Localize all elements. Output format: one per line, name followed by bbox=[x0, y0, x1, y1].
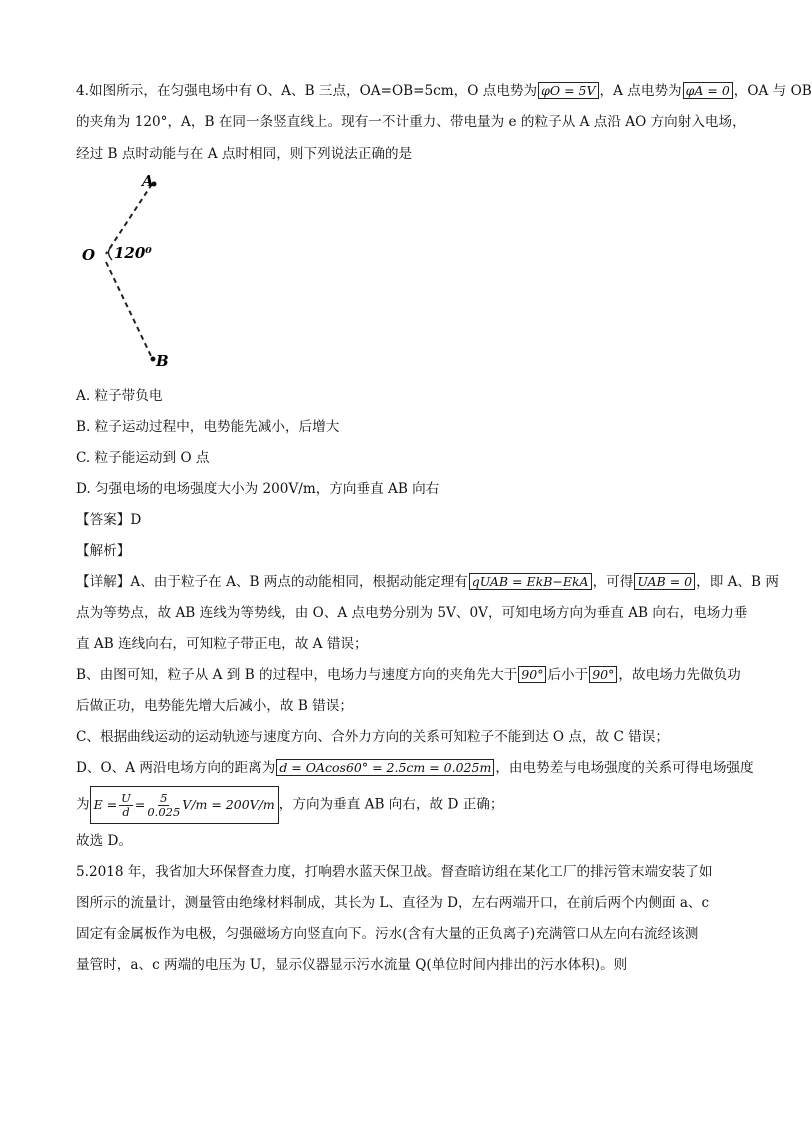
formula-part: V/m = 200V/m bbox=[182, 797, 275, 812]
option-a: A. 粒子带负电 bbox=[76, 388, 163, 404]
detail-text: D、O、A 两沿电场方向的距离为 bbox=[76, 760, 276, 776]
phi-o-formula: φO = 5V bbox=[538, 82, 598, 99]
fraction-5-over-0025 bbox=[147, 792, 180, 819]
q4-text: ，OA 与 OB bbox=[733, 83, 812, 99]
detail-text: ，由电势差与电场强度的关系可得电场强度 bbox=[495, 760, 754, 776]
detail-text: B、由图可知，粒子从 A 到 B 的过程中，电场力与速度方向的夹角先大于 bbox=[76, 667, 518, 683]
numerator: 5 bbox=[160, 790, 168, 805]
q4-text: 4.如图所示，在匀强电场中有 O、A、B 三点，OA=OB=5cm，O 点电势为 bbox=[76, 83, 538, 99]
angle-90-formula: 90° bbox=[589, 666, 617, 683]
label-b: B bbox=[156, 352, 169, 370]
choose-line: 故选 D。 bbox=[76, 833, 133, 849]
q5-line-4: 量管时，a、c 两端的电压为 U，显示仪器显示污水流量 Q(单位时间内排出的污水体积)。则 bbox=[76, 957, 628, 973]
detail-text: ，故电场力先做负功 bbox=[618, 667, 741, 683]
angle-label: 120⁰ bbox=[114, 244, 152, 262]
angle-arc bbox=[109, 246, 113, 260]
formula-part: = bbox=[134, 797, 146, 812]
detail-line-6: C、根据曲线运动的运动轨迹与速度方向、合外力方向的关系可知粒子不能到达 O 点，故 C 错误； bbox=[76, 729, 669, 745]
ob-dashed-line bbox=[106, 262, 152, 358]
answer: 【答案】D bbox=[76, 512, 142, 528]
detail-line-8 bbox=[76, 786, 503, 824]
phi-a-formula: φA = 0 bbox=[683, 82, 733, 99]
q4-line-2: 的夹角为 120°，A，B 在同一条竖直线上。现有一不计重力、带电量为 e 的粒子从 A 点沿 AO 方向射入电场， bbox=[76, 114, 746, 130]
q5-line-3: 固定有金属板作为电极，匀强磁场方向竖直向下。污水(含有大量的正负离子)充满管口从左向右流经该测 bbox=[76, 926, 699, 942]
detail-text: 为 bbox=[76, 796, 90, 813]
denominator: 0.025 bbox=[147, 804, 181, 819]
option-c: C. 粒子能运动到 O 点 bbox=[76, 450, 210, 466]
detail-line-3: 直 AB 连线向右，可知粒子带正电，故 A 错误； bbox=[76, 636, 368, 652]
q4-line-1 bbox=[76, 82, 812, 100]
q5-line-1: 5.2018 年，我省加大环保督查力度，打响碧水蓝天保卫战。督查暗访组在某化工厂的排污管末端安装了如 bbox=[76, 864, 713, 880]
label-o: O bbox=[82, 246, 96, 264]
distance-formula: d = OAcos60° = 2.5cm = 0.025m bbox=[276, 759, 494, 776]
q4-text: ，A 点电势为 bbox=[599, 83, 682, 99]
detail-line-4 bbox=[76, 666, 741, 684]
option-d: D. 匀强电场的电场强度大小为 200V/m，方向垂直 AB 向右 bbox=[76, 481, 440, 497]
detail-text: 【详解】A、由于粒子在 A、B 两点的动能相同，根据动能定理有 bbox=[76, 574, 468, 590]
detail-text: ，方向为垂直 AB 向右，故 D 正确； bbox=[278, 796, 504, 813]
energy-theorem-formula: qUAB = EkB−EkA bbox=[469, 573, 592, 590]
detail-line-5: 后做正功，电势能先增大后减小，故 B 错误； bbox=[76, 698, 353, 714]
label-a: A bbox=[142, 172, 154, 190]
angle-90-formula: 90° bbox=[518, 666, 546, 683]
detail-text: ，可得 bbox=[592, 574, 634, 590]
detail-line-1 bbox=[76, 573, 779, 591]
q4-line-3: 经过 B 点时动能与在 A 点时相同，则下列说法正确的是 bbox=[76, 146, 413, 162]
numerator: U bbox=[121, 790, 131, 805]
option-b: B. 粒子运动过程中，电势能先减小，后增大 bbox=[76, 419, 340, 435]
uab-formula: UAB = 0 bbox=[634, 573, 695, 590]
field-strength-formula bbox=[90, 786, 279, 824]
detail-line-7 bbox=[76, 759, 754, 777]
formula-part: E = bbox=[93, 797, 118, 812]
fraction-u-over-d bbox=[119, 792, 133, 819]
analysis-title: 【解析】 bbox=[76, 543, 131, 559]
q5-line-2: 图所示的流量计，测量管由绝缘材料制成，其长为 L、直径为 D，左右两端开口，在前后两个内侧面 a、c bbox=[76, 895, 710, 911]
detail-text: 后小于 bbox=[547, 667, 589, 683]
detail-text: ，即 A、B 两 bbox=[696, 574, 779, 590]
angle-figure bbox=[78, 172, 188, 372]
detail-line-2: 点为等势点，故 AB 连线为等势线，由 O、A 点电势分别为 5V、0V，可知电场方向为垂直 AB 向右，电场力垂 bbox=[76, 605, 748, 621]
denominator: d bbox=[122, 804, 130, 819]
point-b bbox=[151, 357, 156, 362]
